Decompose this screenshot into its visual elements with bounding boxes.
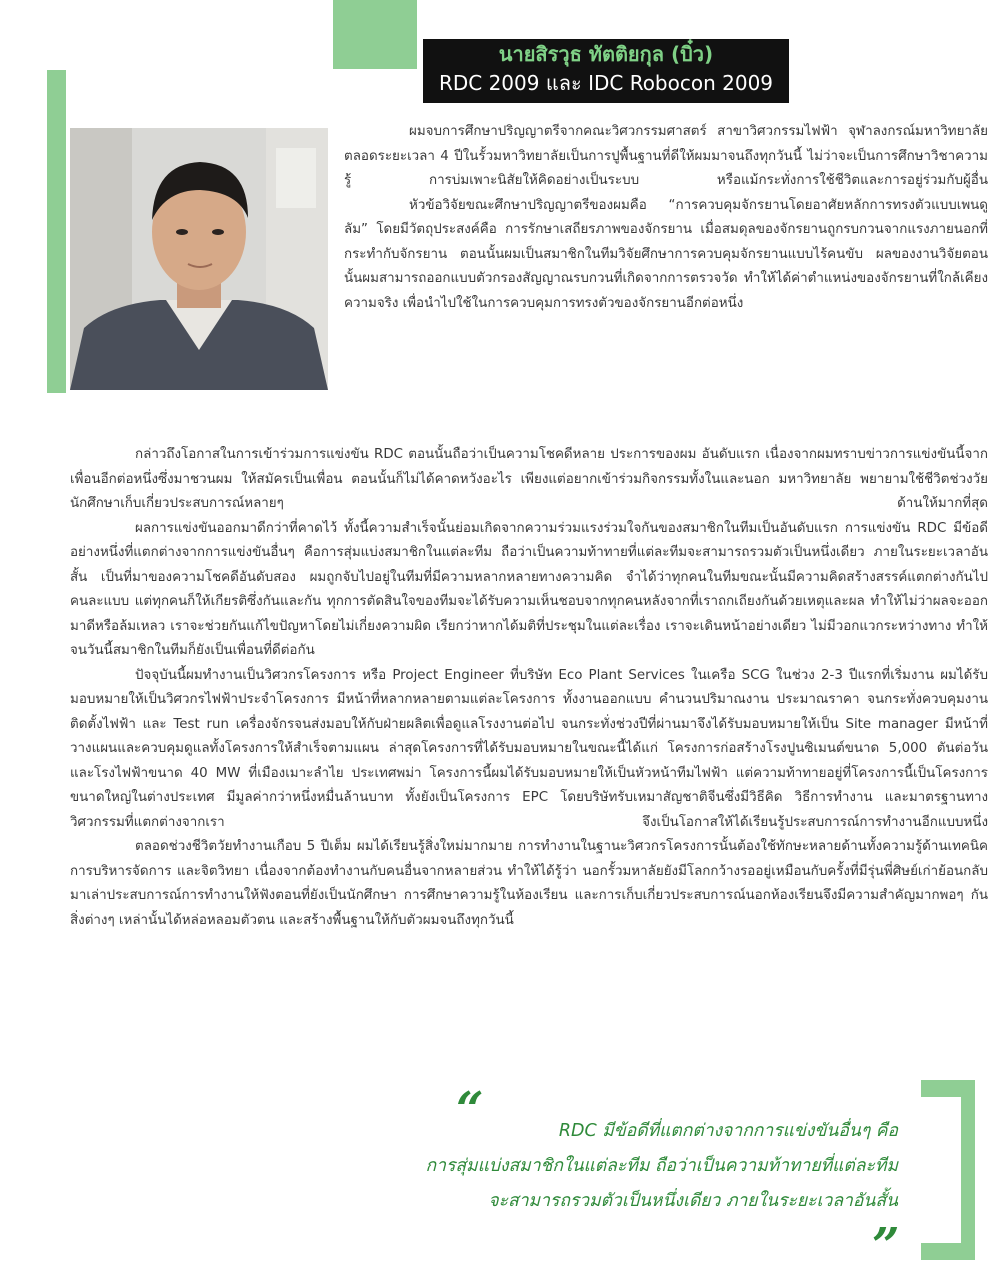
body-paragraph: ปัจจุบันนี้ผมทำงานเป็นวิศวกรโครงการ หรือ Project Engineer ที่บริษัท Eco Plant Services ในเครือ SCG ในช่วง 2-3 ปีแรกที่เริ่มงาน ผมได้รับมอบหมายให้เป็นวิศวกรไฟฟ้าประจำโครงการ มีหน้าที่หลากหลายตามแต่ละโครงการ ทั้งงานออกแบบ คำนวนปริมาณงาน ประมาณราคา จนกระทั่งควบคุมงานติดตั้งไฟฟ้า และ Test run เครื่องจักรจนส่งมอบให้กับฝ่ายผลิตเพื่อดูแลโรงงานต่อไป จนกระทั่งช่วงปีที่ผ่านมาจึงได้รับมอบหมายให้เป็น Site manager มีหน้าที่วางแผนและควบคุมดูแลทั้งโครงการให้สำเร็จตามแผน ล่าสุดโครงการที่ได้รับมอบหมายในขณะนี้ได้แก่ โครงการก่อสร้างโรงปูนซิเมนต์ขนาด 5,000 ตันต่อวัน และโรงไฟฟ้าขนาด 40 MW ที่เมืองเมาะลำไย ประเทศพม่า โครงการนี้ผมได้รับมอบหมายให้เป็นหัวหน้าทีมไฟฟ้า แต่ความท้าทายอยู่ที่โครงการนี้เป็นโครงการขนาดใหญ่ในต่างประเทศ มีมูลค่ากว่าหนึ่งหมื่นล้านบาท ทั้งยังเป็นโครงการ EPC โดยบริษัทรับเหมาสัญชาติจีนซึ่งมีวิธีคิด วิธีการทำงาน และมาตรฐานทางวิศวกรรมที่แตกต่างจากเรา จึงเป็นโอกาสให้ได้เรียนรู้ประสบการณ์การทำงานอีกแบบหนึ่ง: [70, 667, 988, 830]
title-box: [423, 39, 789, 103]
intro-text: [344, 120, 988, 316]
close-quote-mark: ”: [872, 1218, 900, 1274]
main-text: [70, 443, 988, 933]
open-quote-mark: “: [456, 1082, 484, 1138]
competition-subtitle: RDC 2009 และ IDC Robocon 2009: [438, 71, 774, 95]
pull-quote-line: การสุ่มแบ่งสมาชิกในแต่ละทีม ถือว่าเป็นความท้าทายที่แต่ละทีม: [425, 1156, 898, 1176]
decor-bracket-bottom: [921, 1243, 975, 1260]
intro-paragraph: ผมจบการศึกษาปริญญาตรีจากคณะวิศวกรรมศาสตร์ สาขาวิศวกรรมไฟฟ้า จุฬาลงกรณ์มหาวิทยาลัย ตลอดระยะเวลา 4 ปีในรั้วมหาวิทยาลัยเป็นการปูพื้นฐานที่ดีให้ผมมาจนถึงทุกวันนี้ ไม่ว่าจะเป็นการศึกษาวิชาความรู้ การบ่มเพาะนิสัยให้คิดอย่างเป็นระบบ หรือแม้กระทั่งการใช้ชีวิตและการอยู่ร่วมกับผู้อื่น: [344, 124, 988, 188]
decor-green-top-block: [333, 0, 417, 69]
body-paragraph: กล่าวถึงโอกาสในการเข้าร่วมการแข่งขัน RDC ตอนนั้นถือว่าเป็นความโชคดีหลาย ประการของผม อันดับแรก เนื่องจากผมทราบข่าวการแข่งขันนี้จากเพื่อนอีกต่อหนึ่งซึ่งมาชวนผม ให้สมัครเป็นเพื่อน ตอนนั้นก็ไม่ได้คาดหวังอะไร เพียงแต่อยากเข้าร่วมกิจกรรมทั้งในและนอก มหาวิทยาลัย พยายามใช้ชีวิตช่วงวัยนักศึกษาเก็บเกี่ยวประสบการณ์หลายๆ ด้านให้มากที่สุด: [70, 447, 988, 511]
person-name: นายสิรวุธ ทัตติยกุล (บิ๋ว): [498, 42, 714, 66]
pull-quote-line: จะสามารถรวมตัวเป็นหนึ่งเดียว ภายในระยะเวลาอันสั้น: [488, 1191, 898, 1211]
decor-bracket-side: [961, 1080, 975, 1260]
decor-green-left-bar: [47, 70, 66, 393]
body-paragraph: ตลอดช่วงชีวิตวัยทำงานเกือบ 5 ปีเต็ม ผมได้เรียนรู้สิ่งใหม่มากมาย การทำงานในฐานะวิศวกรโครงการนั้นต้องใช้ทักษะหลายด้านทั้งความรู้ด้านเทคนิค การบริหารจัดการ และจิตวิทยา เนื่องจากต้องทำงานกับคนอื่นจากหลายส่วน ทำให้ได้รู้ว่า นอกรั้วมหาลัยยังมีโลกกว้างรออยู่เหมือนกับครั้งที่มีรุ่นพี่ศิษย์เก่าย้อนกลับมาเล่าประสบการณ์การทำงานให้ฟังตอนที่ยังเป็นนักศึกษา การศึกษาความรู้ในห้องเรียน และการเก็บเกี่ยวประสบการณ์นอกห้องเรียนจึงมีความสำคัญมากพอๆ กัน สิ่งต่างๆ เหล่านั้นได้หล่อหลอมตัวตน และสร้างพื้นฐานให้กับตัวผมจนถึงทุกวันนี้: [70, 839, 988, 928]
portrait-illustration: [70, 128, 328, 390]
pull-quote-line: RDC มีข้อดีที่แตกต่างจากการแข่งขันอื่นๆ คือ: [558, 1121, 898, 1141]
body-paragraph: ผลการแข่งขันออกมาดีกว่าที่คาดไว้ ทั้งนี้ความสำเร็จนั้นย่อมเกิดจากความร่วมแรงร่วมใจกันของสมาชิกในทีมเป็นอันดับแรก การแข่งขัน RDC มีข้อดีอย่างหนึ่งที่แตกต่างจากการแข่งขันอื่นๆ คือการสุ่มแบ่งสมาชิกในแต่ละทีม ถือว่าเป็นความท้าทายที่แต่ละทีมจะสามารถรวมตัวเป็นหนึ่งเดียว ภายในระยะเวลาอันสั้น เป็นที่มาของความโชคดีอันดับสอง ผมถูกจับไปอยู่ในทีมที่มีความหลากหลายทางความคิด จำได้ว่าทุกคนในทีมขณะนั้นมีความคิดสร้างสรรค์แตกต่างกันไปคนละแบบ แต่ทุกคนก็ให้เกียรติซึ่งกันและกัน ทุกการตัดสินใจของทีมจะได้รับความเห็นชอบจากทุกคนหลังจากที่เราถกเถียงกันด้วยเหตุและผล ทำให้ไม่ว่าผลจะออกมาดีหรือล้มเหลว เราจะช่วยกันแก้ไขปัญหาโดยไม่เกี่ยงความผิด เรียกว่าหากได้มติที่ประชุมในแต่ละเรื่อง เราจะเดินหน้าอย่างเดียว ไม่มีวอกแวกระหว่างทาง ทำให้จนวันนี้สมาชิกในทีมก็ยังเป็นเพื่อนที่ดีต่อกัน: [70, 520, 988, 658]
portrait-photo: [70, 128, 328, 390]
intro-paragraph: หัวข้อวิจัยขณะศึกษาปริญญาตรีของผมคือ “การควบคุมจักรยานโดยอาศัยหลักการทรงตัวแบบเพนดูลัม” โดยมีวัตถุประสงค์คือ การรักษาเสถียรภาพของจักรยาน เมื่อสมดุลของจักรยานถูกรบกวนจากแรงภายนอกที่กระทำกับจักรยาน ตอนนั้นผมเป็นสมาชิกในทีมวิจัยศึกษาการควบคุมจักรยานแบบไร้คนขับ ผลของงานวิจัยตอนนั้นผมสามารถออกแบบตัวกรองสัญญาณรบกวนที่เกิดจากการตรวจวัด ทำให้ได้ค่าตำแหน่งของจักรยานที่ใกล้เคียงความจริง เพื่อนำไปใช้ในการควบคุมการทรงตัวของจักรยานอีกต่อหนึ่ง: [344, 197, 988, 311]
pull-quote: [258, 1114, 898, 1219]
